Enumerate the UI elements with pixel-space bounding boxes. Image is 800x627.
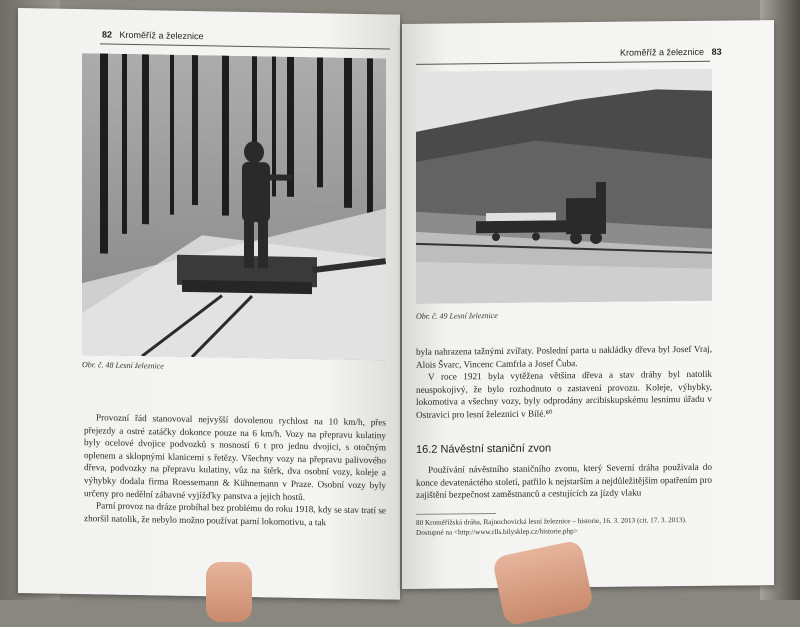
figure-49-caption: Obr. č. 49 Lesní železnice (416, 310, 498, 321)
left-running-header (102, 29, 204, 41)
left-page (18, 8, 400, 600)
footnote: 80 Kroměřížská dráha, Rajnochovická lesní železnice – historie, 16. 3. 2013 (cit. 17. 3. 2013). Dostupné na <http://www.rlls.bilysklep.cz/historie.php> (416, 516, 687, 537)
section-paragraph: Používání návěstního staničního zvonu, který Severní dráha používala do konce devatenáctého století, patřilo k nejstarším a nejdůležitějším opatřením pro zajištění bezpečnost zaměstnanců a cestujících za jízdy vlaku (416, 461, 712, 501)
section-heading: 16.2 Návěstní staniční zvon (416, 442, 552, 456)
left-thumb (206, 562, 252, 622)
right-page-number: 83 (711, 46, 722, 57)
left-paragraph-1: Provozní řád stanovoval nejvyšší dovolenou rychlost na 10 km/h, přes přejezdy a ostré zatáčky dokonce pouze na 6 km/h. Vozy na přepravu kulatiny byly ocelové dvojice podvozků s nosností 6 t pro jednu dvojici, s otočným oplenem a sklopnými klanicemi s řetězy. Všechny vozy na přepravu palivového dřeva, podvozky na přepravu kulatiny, vůz na štěrk, dva osobní vozy, koleje a výhybky dodala firma Roessemann & Kühnemann v Praze. Osobní vozy byly určeny pro nedělní zábavné vyjížďky panstva a jejich hostů. (84, 412, 386, 502)
figure-48-photo (82, 53, 386, 360)
right-page (402, 20, 774, 589)
left-body-text (84, 411, 386, 530)
right-paragraph-2: V roce 1921 byla vytěžena většina dřeva a stav dráhy byl natolik neuspokojivý, že bylo rozhodnuto o zastavení provozu. Koleje, výhybky, lokomotiva a všechny vozy, byly odprodány arcibiskupskému lesnímu úřadu v Ostravici pro lesní železnici v Bílé.⁸⁰ (416, 368, 712, 420)
figure-48-caption: Obr. č. 48 Lesní železnice (82, 360, 164, 371)
right-running-header (620, 47, 722, 58)
right-body-text (416, 343, 712, 422)
left-page-number: 82 (102, 29, 113, 40)
left-header-title: Kroměříž a železnice (119, 29, 204, 42)
right-header-rule (416, 61, 710, 65)
right-paragraph-1: byla nahrazena tažnými zvířaty. Poslední parta u nakládky dřeva byl Josef Vraj, Alois Švarc, Vincenc Camfrla a Josef Čuba. (416, 343, 712, 370)
figure-49-photo (416, 69, 712, 304)
footnote-rule (416, 513, 496, 515)
right-header-title: Kroměříž a železnice (620, 46, 705, 58)
section-body-text (416, 461, 712, 502)
left-paragraph-2: Parní provoz na dráze probíhal bez problému do roku 1918, kdy se stav tratí se zhoršil natolik, že nebylo možno používat parní lokomotivu, a tak (84, 500, 386, 528)
left-header-rule (100, 43, 390, 49)
